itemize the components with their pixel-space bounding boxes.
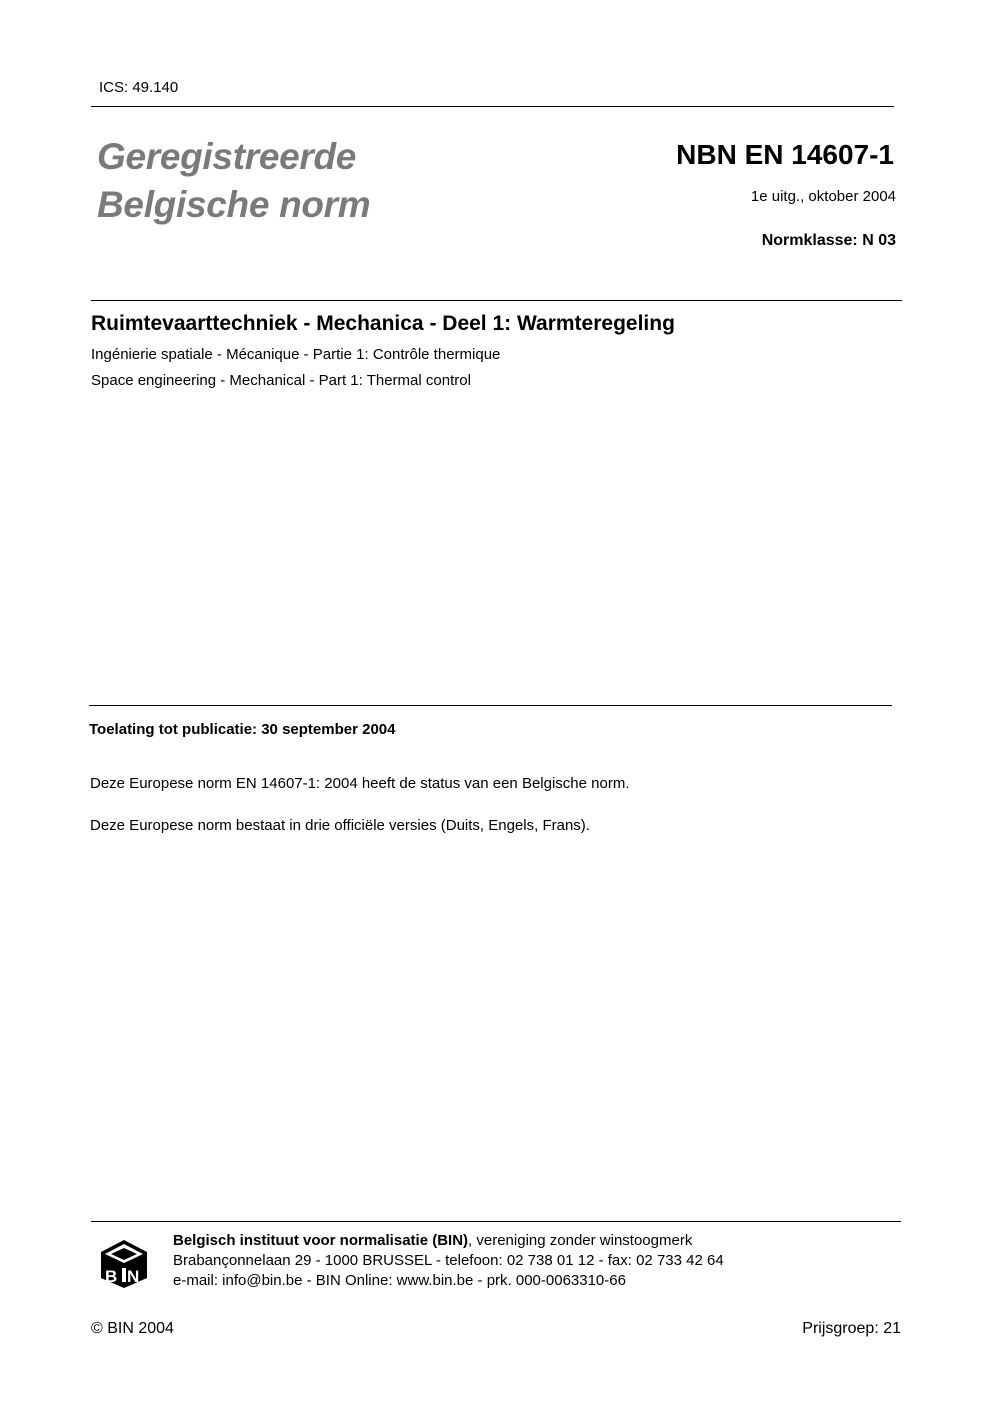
document-type-line2: Belgische norm xyxy=(97,184,371,225)
bin-logo-letter-n: N xyxy=(127,1267,140,1286)
standard-number: NBN EN 14607-1 xyxy=(676,139,894,170)
organization-address: Brabançonnelaan 29 - 1000 BRUSSEL - telefoon: 02 738 01 12 - fax: 02 733 42 64 xyxy=(173,1252,724,1269)
bin-logo-letter-b: B xyxy=(105,1267,118,1286)
publication-date: Toelating tot publicatie: 30 september 2004 xyxy=(89,721,396,738)
bin-logo-icon xyxy=(99,1238,149,1290)
footer-divider xyxy=(91,1221,901,1222)
organization-contact: e-mail: info@bin.be - BIN Online: www.bin.be - prk. 000-0063310-66 xyxy=(173,1272,626,1289)
versions-statement: Deze Europese norm bestaat in drie officiële versies (Duits, Engels, Frans). xyxy=(90,817,590,834)
title-dutch: Ruimtevaarttechniek - Mechanica - Deel 1: Warmteregeling xyxy=(91,312,675,335)
publication-divider xyxy=(89,705,892,706)
norm-class: Normklasse: N 03 xyxy=(761,232,896,249)
document-type-line1: Geregistreerde xyxy=(97,136,357,177)
organization-suffix: , vereniging zonder winstoogmerk xyxy=(468,1232,693,1249)
status-statement: Deze Europese norm EN 14607-1: 2004 heeft de status van een Belgische norm. xyxy=(90,775,630,792)
top-divider xyxy=(91,106,894,107)
copyright: © BIN 2004 xyxy=(91,1320,174,1337)
organization-name: Belgisch instituut voor normalisatie (BIN) xyxy=(173,1232,469,1249)
title-french: Ingénierie spatiale - Mécanique - Partie 1: Contrôle thermique xyxy=(91,346,501,363)
organization-line xyxy=(173,1232,692,1249)
edition-date: 1e uitg., oktober 2004 xyxy=(750,188,896,205)
ics-code: ICS: 49.140 xyxy=(99,79,179,96)
price-group: Prijsgroep: 21 xyxy=(802,1320,901,1337)
title-english: Space engineering - Mechanical - Part 1: Thermal control xyxy=(91,372,471,389)
title-divider xyxy=(91,300,902,301)
